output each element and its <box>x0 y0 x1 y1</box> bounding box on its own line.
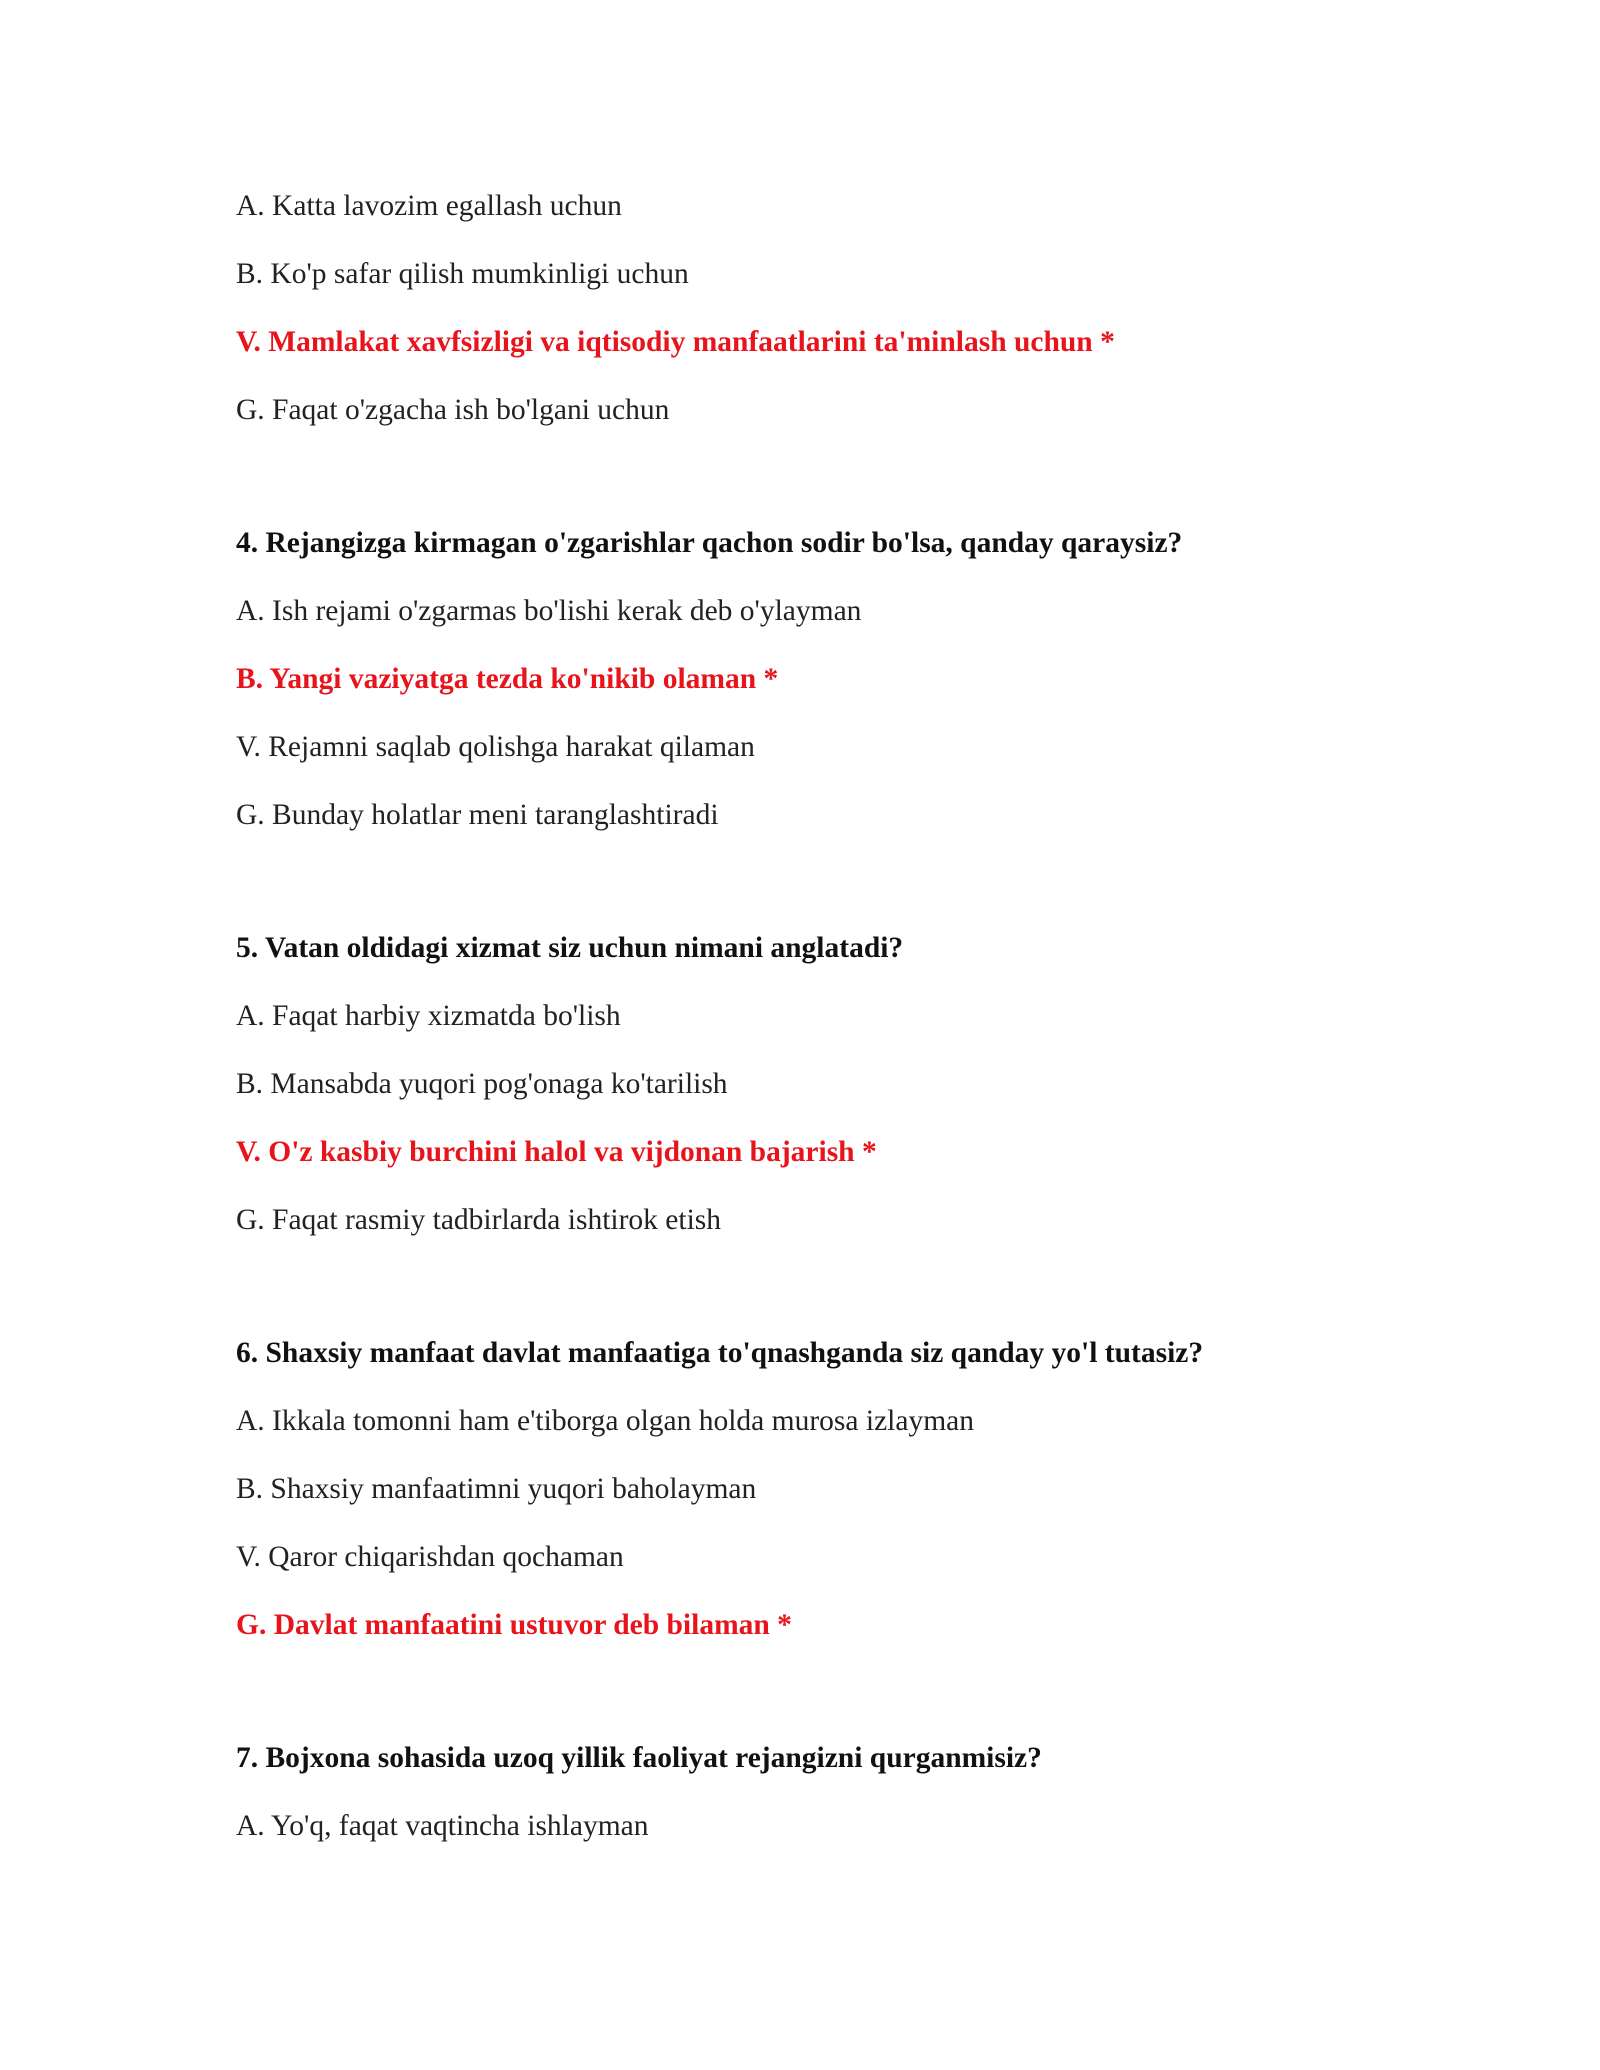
answer-option-v-correct: V. O'z kasbiy burchini halol va vijdonan bajarish * <box>236 1136 877 1168</box>
answer-option-b: B. Shaxsiy manfaatimni yuqori baholayman <box>236 1473 757 1505</box>
answer-option-g: G. Faqat o'zgacha ish bo'lgani uchun <box>236 394 670 426</box>
question-heading: 4. Rejangizga kirmagan o'zgarishlar qachon sodir bo'lsa, qanday qaraysiz? <box>236 527 1183 559</box>
answer-option-a: A. Ish rejami o'zgarmas bo'lishi kerak deb o'ylayman <box>236 595 862 627</box>
question-block-3 <box>236 188 1436 460</box>
question-block-6 <box>236 1335 1436 1675</box>
question-block-5 <box>236 930 1436 1270</box>
answer-option-a: A. Katta lavozim egallash uchun <box>236 190 622 222</box>
question-block-4 <box>236 525 1436 865</box>
question-heading: 6. Shaxsiy manfaat davlat manfaatiga to'qnashganda siz qanday yo'l tutasiz? <box>236 1337 1204 1369</box>
answer-option-g-correct: G. Davlat manfaatini ustuvor deb bilaman * <box>236 1609 792 1641</box>
question-block-7 <box>236 1740 1436 1876</box>
answer-option-g: G. Bunday holatlar meni taranglashtiradi <box>236 799 719 831</box>
question-heading: 7. Bojxona sohasida uzoq yillik faoliyat rejangizni qurganmisiz? <box>236 1742 1042 1774</box>
answer-option-g: G. Faqat rasmiy tadbirlarda ishtirok etish <box>236 1204 722 1236</box>
question-heading: 5. Vatan oldidagi xizmat siz uchun nimani anglatadi? <box>236 932 904 964</box>
answer-option-b-correct: B. Yangi vaziyatga tezda ko'nikib olaman * <box>236 663 779 695</box>
answer-option-v: V. Qaror chiqarishdan qochaman <box>236 1541 624 1573</box>
answer-option-b: B. Ko'p safar qilish mumkinligi uchun <box>236 258 689 290</box>
answer-option-a: A. Yo'q, faqat vaqtincha ishlayman <box>236 1810 649 1842</box>
answer-option-a: A. Faqat harbiy xizmatda bo'lish <box>236 1000 621 1032</box>
answer-option-v-correct: V. Mamlakat xavfsizligi va iqtisodiy manfaatlarini ta'minlash uchun * <box>236 326 1115 358</box>
answer-option-b: B. Mansabda yuqori pog'onaga ko'tarilish <box>236 1068 728 1100</box>
answer-option-v: V. Rejamni saqlab qolishga harakat qilaman <box>236 731 755 763</box>
answer-option-a: A. Ikkala tomonni ham e'tiborga olgan holda murosa izlayman <box>236 1405 974 1437</box>
